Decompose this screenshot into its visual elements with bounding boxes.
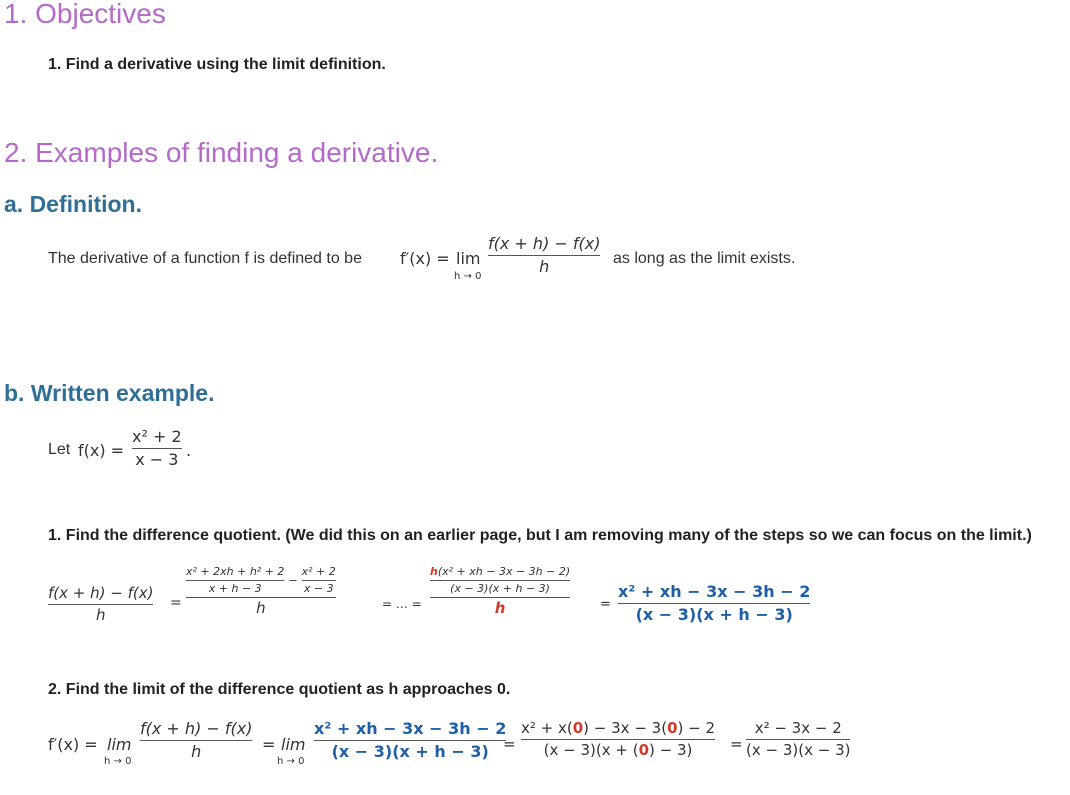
objectives-heading: 1. Objectives xyxy=(4,0,166,29)
fraction-bar xyxy=(746,739,850,740)
objective-item-1: 1. Find a derivative using the limit definition. xyxy=(48,56,386,73)
dq-compound-fraction xyxy=(186,566,336,617)
dq-middle-numerator-rest: (x² + xh − 3x − 3h − 2) xyxy=(437,565,571,578)
lim-fprime: f′(x) = xyxy=(48,735,98,754)
dq-inner-fraction-2 xyxy=(302,566,336,595)
let-denominator: x − 3 xyxy=(135,449,179,469)
dq-middle-denominator: h xyxy=(494,599,506,618)
dq-inner-fraction-1 xyxy=(186,566,284,595)
lim-c-numerator xyxy=(521,720,715,737)
dq-left-fraction xyxy=(48,585,153,623)
step-1-text: 1. Find the difference quotient. (We did this on an earlier page, but I am removing many of the steps so we can focus on the limit.) xyxy=(48,527,1032,544)
dq-middle-numerator xyxy=(430,566,570,595)
dq-middle-fraction xyxy=(430,566,570,617)
lim-sub-1: h → 0 xyxy=(104,756,132,767)
lim-c-den-part: (x − 3)(x + ( xyxy=(543,740,639,759)
definition-text-after: as long as the limit exists. xyxy=(613,250,796,267)
lim-c-zero: 0 xyxy=(638,740,649,759)
dq-middle-h: h xyxy=(430,565,438,578)
dq-equals-2: = xyxy=(600,597,611,612)
definition-lim-sub: h → 0 xyxy=(454,271,482,282)
fraction-bar xyxy=(488,255,600,256)
lim-sub-2: h → 0 xyxy=(277,756,305,767)
fraction-bar xyxy=(430,597,570,598)
dq-inner2-denominator: x − 3 xyxy=(303,582,334,596)
dq-inner2-numerator: x² + 2 xyxy=(301,565,336,578)
fraction-bar xyxy=(186,580,284,581)
lim-b-denominator: (x − 3)(x + h − 3) xyxy=(331,741,489,761)
dq-left-numerator: f(x + h) − f(x) xyxy=(48,584,154,602)
fraction-bar xyxy=(302,580,336,581)
let-label: Let xyxy=(48,441,71,458)
let-period: . xyxy=(186,441,192,460)
definition-text-before: The derivative of a function f is defined to be xyxy=(48,250,362,267)
fraction-bar xyxy=(140,740,252,741)
lim-equals-1: = xyxy=(262,735,276,754)
fraction-bar xyxy=(430,580,570,581)
lim-a-denominator: h xyxy=(191,741,202,761)
dq-compound-denominator: h xyxy=(256,599,266,618)
dq-compound-numerator xyxy=(186,566,336,595)
lim-equals-2: = xyxy=(503,735,516,753)
lim-a-fraction xyxy=(140,720,252,760)
lim-c-num-part: ) − 3x − 3( xyxy=(583,719,668,737)
lim-b-numerator: x² + xh − 3x − 3h − 2 xyxy=(314,719,507,738)
dq-final-denominator: (x − 3)(x + h − 3) xyxy=(635,604,793,624)
lim-a-numerator: f(x + h) − f(x) xyxy=(140,719,253,738)
fraction-bar xyxy=(314,740,506,741)
dq-inner1-denominator: x + h − 3 xyxy=(208,582,262,596)
written-example-heading: b. Written example. xyxy=(4,380,215,406)
lim-c-num-part: x² + x( xyxy=(521,719,573,737)
dq-final-numerator: x² + xh − 3x − 3h − 2 xyxy=(618,582,811,601)
dq-final-fraction xyxy=(618,583,810,623)
step-2-text: 2. Find the limit of the difference quotient as h approaches 0. xyxy=(48,681,511,698)
fraction-bar xyxy=(618,603,810,604)
dq-minus: − xyxy=(288,573,298,587)
lim-d-numerator: x² − 3x − 2 xyxy=(754,719,842,737)
definition-fprime: f′(x) = xyxy=(400,249,450,268)
lim-d-denominator: (x − 3)(x − 3) xyxy=(746,740,851,759)
fraction-bar xyxy=(132,448,182,449)
lim-d-fraction xyxy=(746,720,850,758)
dq-ellipsis: = … = xyxy=(382,597,422,611)
dq-left-denominator: h xyxy=(95,605,106,624)
lim-c-num-part: ) − 2 xyxy=(677,719,715,737)
lim-b-fraction xyxy=(314,720,506,760)
fraction-bar xyxy=(521,739,715,740)
definition-fraction xyxy=(488,235,600,275)
definition-denominator: h xyxy=(539,256,550,276)
let-fraction xyxy=(132,428,182,468)
dq-equals-1: = xyxy=(170,595,182,611)
definition-lim: lim xyxy=(456,249,481,268)
dq-middle-inner-denominator: (x − 3)(x + h − 3) xyxy=(450,582,550,596)
definition-numerator: f(x + h) − f(x) xyxy=(488,234,601,253)
lim-word-1: lim xyxy=(107,735,132,754)
let-numerator: x² + 2 xyxy=(132,427,182,446)
lim-c-zero: 0 xyxy=(572,719,584,737)
lim-c-den-part: ) − 3) xyxy=(649,740,693,759)
let-fx: f(x) = xyxy=(78,441,125,460)
lim-c-denominator xyxy=(544,742,693,759)
examples-heading: 2. Examples of finding a derivative. xyxy=(4,137,439,168)
lim-word-2: lim xyxy=(281,735,306,754)
lim-equals-3: = xyxy=(730,735,743,753)
fraction-bar xyxy=(186,597,336,598)
fraction-bar xyxy=(48,604,153,605)
lim-c-fraction xyxy=(521,720,715,758)
dq-inner1-numerator: x² + 2xh + h² + 2 xyxy=(186,565,285,578)
definition-heading: a. Definition. xyxy=(4,191,142,217)
lim-c-zero: 0 xyxy=(667,719,678,737)
